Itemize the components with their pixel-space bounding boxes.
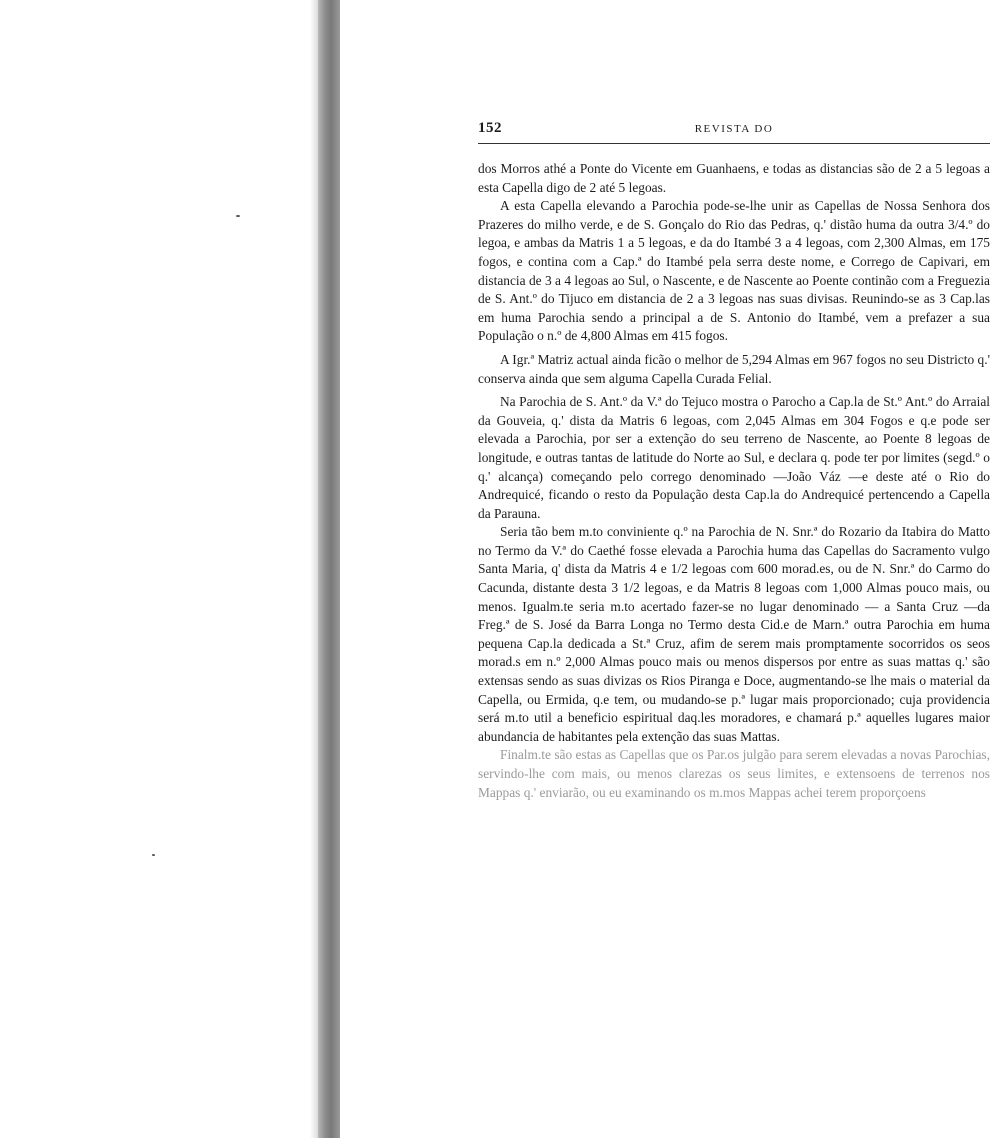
book-binding-gutter (318, 0, 340, 1138)
paragraph: A esta Capella elevando a Parochia pode-se-lhe unir as Capellas de Nossa Senhora dos Prazeres do milho verde, e de S. Gonçalo do Rio das Pedras, q.' distão huma da outra 3/4.º do legoa, e ambas da Matris 1 a 5 legoas, e da do Itambé 3 a 4 legoas, com 2,300 Almas, em 175 fogos, e contina com a Cap.ª do Itambé pela serra deste nome, e Corrego de Capivari, em distancia de 3 a 4 legoas ao Sul, o Nascente, e de Nascente ao Poente continão com a Freguezia de S. Ant.º do Tijuco em distancia de 2 a 3 legoas nas suas divisas. Reunindo-se as 3 Cap.las em huma Parochia sendo a principal a de S. Antonio do Itambé, vem a prefazer a sua População o n.º de 4,800 Almas em 415 fogos. (478, 198, 990, 344)
paragraph: Seria tão bem m.to conviniente q.º na Parochia de N. Snr.ª do Rozario da Itabira do Matto no Termo da V.ª do Caethé fosse elevada a Parochia huma das Capellas do Sacramento vulgo Santa Maria, q' dista da Matris 4 e 1/2 legoas com 600 morad.es, ou de N. Snr.ª do Carmo do Cacunda, distante desta 3 1/2 legoas, e da Matris 8 legoas com 1,000 Almas pouco mais, ou menos. Igualm.te seria m.to acertado fazer-se no lugar denominado — a Santa Cruz —da Freg.ª de S. José da Barra Longa no Termo desta Cid.e de Marn.ª outra Parochia em huma pequena Cap.la dedicada a St.ª Cruz, afim de serem mais promptamente socorridos os seos morad.s em n.º 2,000 Almas pouco mais ou menos dispersos por entre as suas mattas q.' são extensas sendo as suas divizas os Rios Piranga e Doce, augmentando-se lhe mais o material da Capella, ou Ermida, q.e tem, ou mudando-se p.ª lugar mais proporcionado; cuja providencia será m.to util a beneficio espiritual daq.les moradores, e chamará p.ª aquelles lugares maior abundancia de habitantes pela extenção das suas Mattas. (478, 524, 990, 744)
header-rule (478, 143, 990, 144)
paragraph: Finalm.te são estas as Capellas que os Par.os julgão para serem elevadas a novas Parochias, servindo-lhe com mais, ou menos clarezas os seus limites, e extensoens de terrenos nos Mappas q.' enviarão, ou eu examinando os m.mos Mappas achei terem proporçoens (478, 747, 990, 800)
running-head: REVISTA DO (694, 123, 774, 135)
body-text (478, 160, 990, 802)
scan-speck (152, 854, 155, 856)
paragraph: dos Morros athé a Ponte do Vicente em Guanhaens, e todas as distancias são de 2 a 5 legoas a esta Capella digo de 2 até 5 legoas. (478, 161, 990, 195)
paragraph: Na Parochia de S. Ant.º da V.ª do Tejuco mostra o Parocho a Cap.la de St.º Ant.º do Arraial da Gouveia, q.' dista da Matris 6 legoas, com 2,045 Almas em 304 Fogos e q.e pode ser elevada a Parochia, por ser a extenção do seu terreno de Nascente, ao Poente 8 legoas de longitude, e outras tantas de latitude do Norte ao Sul, e declara q. pode ter por limites (segd.º o q.' alcança) começando pelo corrego denominado —João Váz —e deste até o Rio do Andrequicé, ficando o resto da População desta Cap.la do Andrequicé pertencendo a Capella da Parauna. (478, 394, 990, 521)
page-header (478, 120, 990, 140)
paragraph: A Igr.ª Matriz actual ainda ficão o melhor de 5,294 Almas em 967 fogos no seu Districto q.' conserva ainda que sem alguma Capella Curada Felial. (478, 351, 990, 386)
scan-speck (236, 215, 240, 217)
page-number: 152 (478, 120, 502, 136)
binding-shadow (310, 0, 318, 1138)
